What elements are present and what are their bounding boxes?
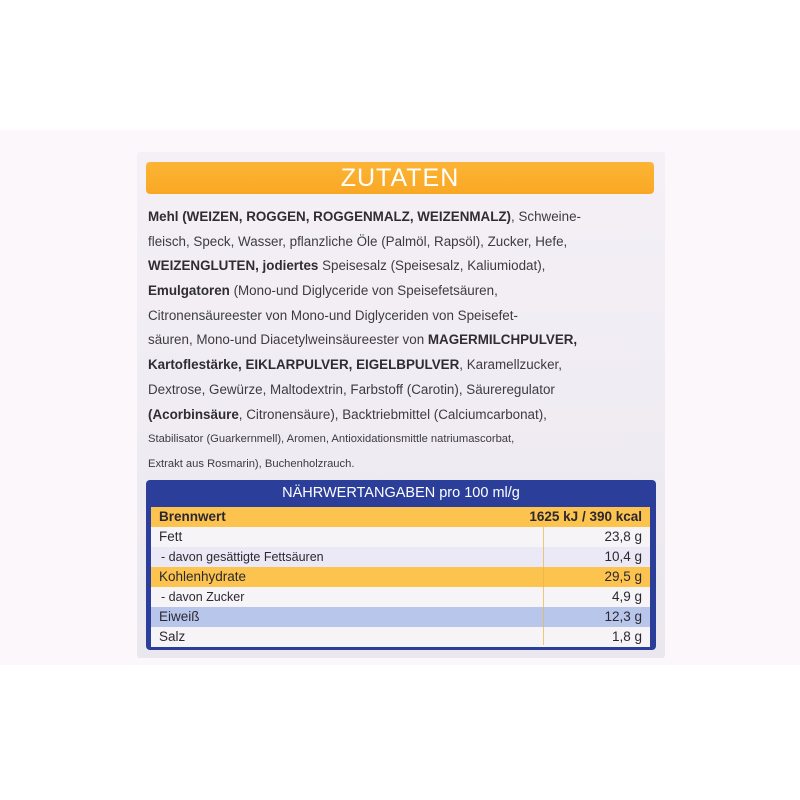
nutrient-name: - davon gesättigte Fettsäuren [161,550,324,564]
ingredients-banner [146,162,654,194]
nutrition-row [151,567,650,587]
nutrient-name: Salz [159,629,186,644]
nutrient-value: 23,8 g [604,529,642,544]
nutrient-value: 4,9 g [611,589,642,604]
nutrition-title: NÄHRWERTANGABEN pro 100 ml/g [282,485,520,501]
ingredient-text: Speisesalz (Speisesalz, Kaliumiodat), [318,258,546,274]
nutrition-rows [151,507,650,647]
nutrient-value: 12,3 g [604,609,642,624]
ingredient-line [148,279,658,304]
nutrition-table [146,480,656,650]
nutrient-value: 10,4 g [604,549,642,564]
ingredient-line [148,403,658,428]
nutrient-value: 29,5 g [604,569,642,584]
nutrition-row [151,607,650,627]
ingredient-line [148,254,658,279]
ingredient-bold-text: Mehl (WEIZEN, ROGGEN, ROGGENMALZ, WEIZENMALZ) [148,209,512,224]
ingredient-text: säuren, Mono-und Diacetylweinsäureester von [148,332,428,348]
nutrition-row [151,547,650,567]
ingredient-bold-text: WEIZENGLUTEN, jodiertes [148,258,319,274]
nutrient-name: Eiweiß [159,609,200,624]
nutrient-name: - davon Zucker [161,590,245,604]
ingredient-bold-text: (Acorbinsäure [148,406,239,422]
ingredient-line [148,378,658,403]
ingredient-text: fleisch, Speck, Wasser, pflanzliche Öle (Palmöl, Rapsöl), Zucker, Hefe, [148,233,568,249]
ingredient-text: Citronensäureester von Mono-und Diglyceriden von Speisefet- [148,307,518,323]
ingredient-bold-text: Kartoflestärke, EIKLARPULVER, EIGELBPULVER [148,357,460,373]
ingredient-text: , Karamellzucker, [459,357,562,373]
ingredient-text: (Mono-und Diglyceride von Speisefetsäuren, [229,283,498,299]
ingredient-text: Stabilisator (Guarkernmell), Aromen, Antioxidationsmittle natriumascorbat, [148,433,515,446]
column-divider [543,527,544,645]
ingredient-bold-text: Emulgatoren [148,283,230,299]
nutrient-value: 1,8 g [611,629,642,644]
ingredient-bold-text: MAGERMILCHPULVER, [427,332,578,348]
nutrient-name: Fett [159,529,183,544]
ingredient-text: , Schweine- [511,209,581,224]
nutrient-name: Kohlenhydrate [159,569,247,584]
ingredient-line [148,230,658,255]
ingredient-line [148,427,658,452]
ingredient-line [148,304,658,329]
ingredient-line [148,205,658,230]
nutrition-row [151,587,650,607]
ingredient-line [148,452,658,477]
ingredient-text: , Citronensäure), Backtriebmittel (Calciumcarbonat), [238,406,547,422]
nutrition-row [151,507,650,527]
nutrient-name: Brennwert [159,509,226,524]
ingredients-text [148,205,658,477]
ingredient-line [148,328,658,353]
ingredient-text: Extrakt aus Rosmarin), Buchenholzrauch. [148,457,355,470]
ingredient-line [148,353,658,378]
nutrient-value: 1625 kJ / 390 kcal [529,509,642,524]
nutrition-row [151,627,650,647]
ingredient-text: Dextrose, Gewürze, Maltodextrin, Farbstoff (Carotin), Säureregulator [148,381,555,397]
ingredients-title: ZUTATEN [340,164,460,192]
nutrition-row [151,527,650,547]
